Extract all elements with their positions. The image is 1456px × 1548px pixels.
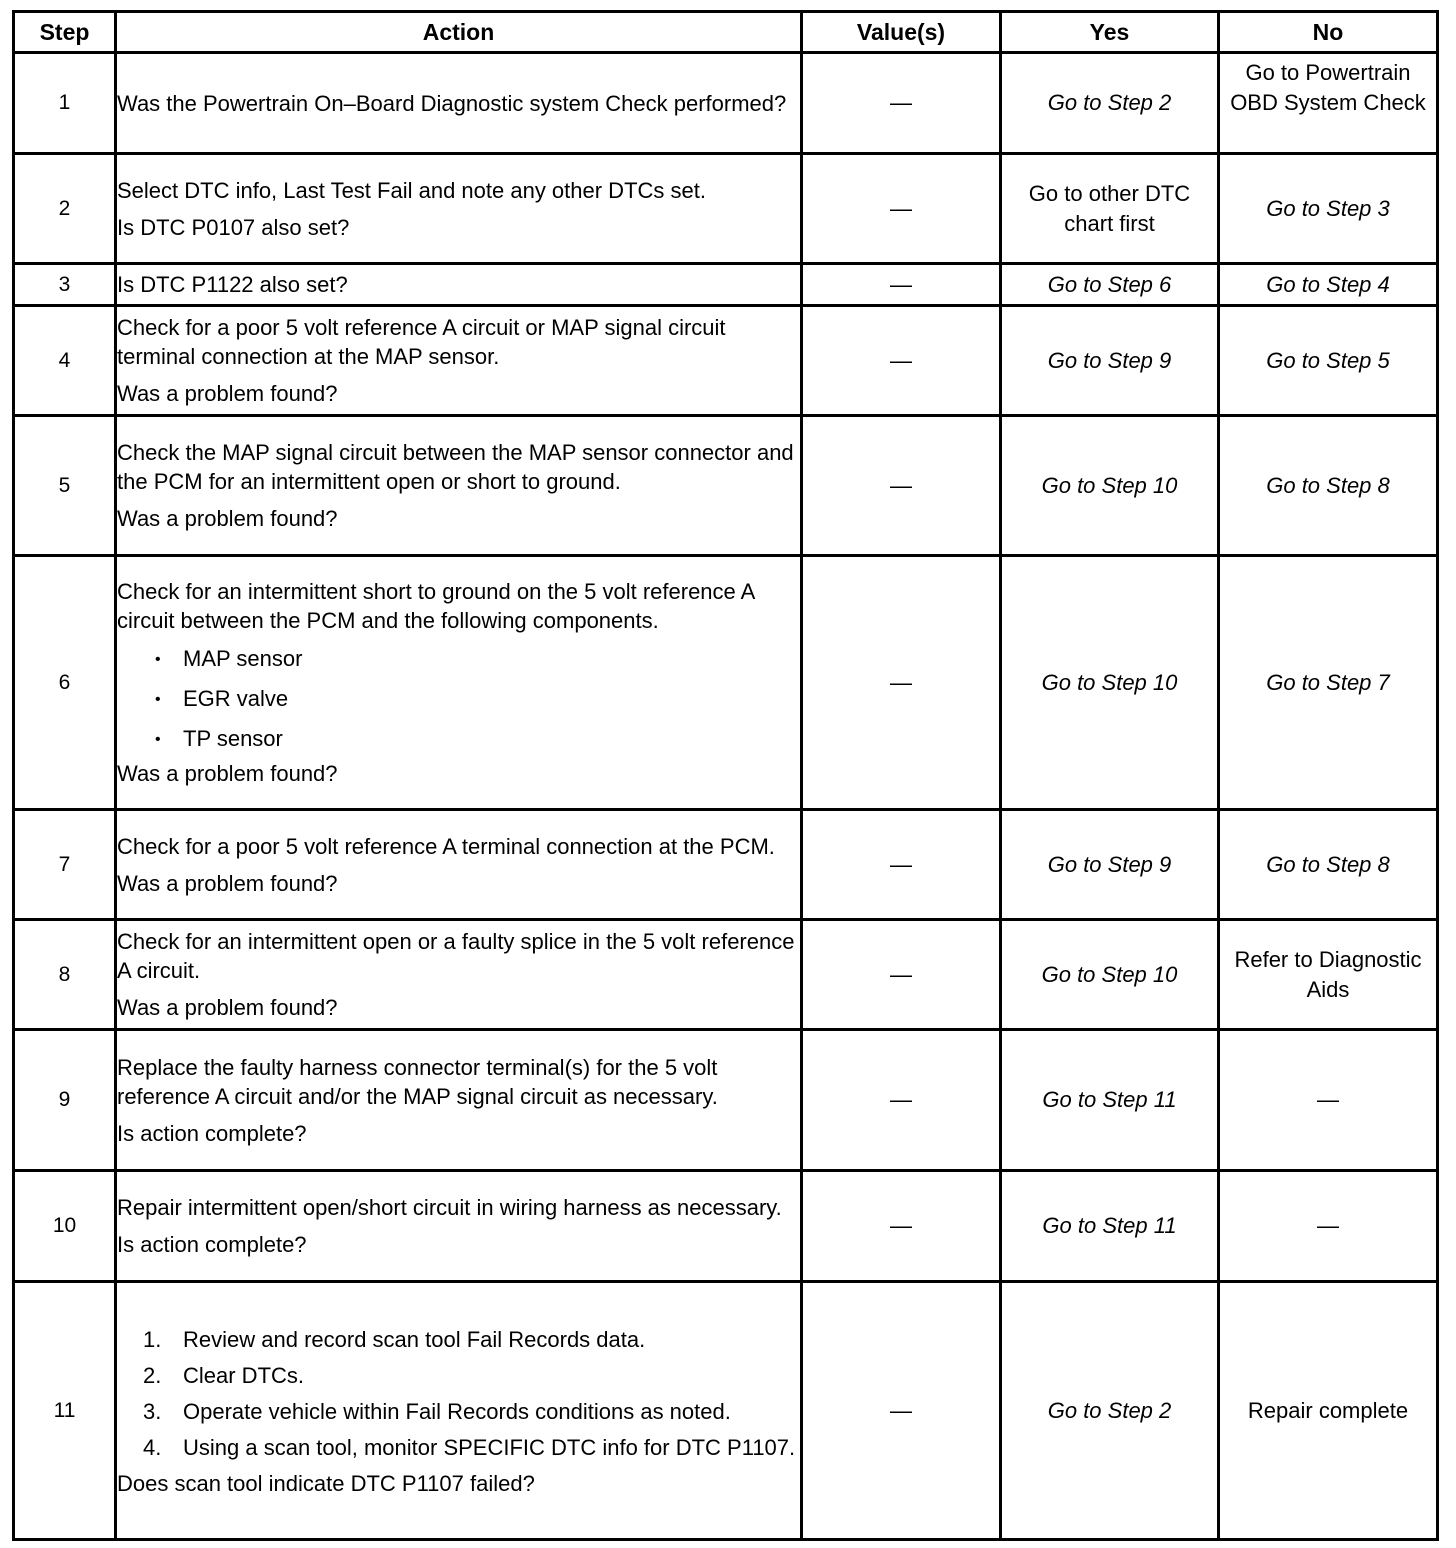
action-cell [116, 53, 802, 154]
diagnostic-page [12, 10, 1436, 1541]
action-question: Was a problem found? [117, 870, 338, 896]
yes-cell: Go to Step 11 [1001, 1030, 1219, 1171]
action-question: Is action complete? [117, 1120, 307, 1146]
action-cell [116, 154, 802, 264]
value-cell: — [802, 264, 1001, 306]
value-cell: — [802, 920, 1001, 1030]
value-cell: — [802, 1030, 1001, 1171]
header-step: Step [14, 12, 116, 53]
step-number: 4 [14, 306, 116, 416]
value-cell: — [802, 154, 1001, 264]
list-item [143, 1361, 800, 1390]
table-row [14, 1171, 1438, 1282]
no-cell: Go to Step 5 [1219, 306, 1438, 416]
action-cell [116, 556, 802, 810]
action-question: Was a problem found? [117, 506, 338, 531]
table-row [14, 154, 1438, 264]
table-row [14, 306, 1438, 416]
header-yes: Yes [1001, 12, 1219, 53]
value-cell: — [802, 810, 1001, 920]
item-number: 1. [143, 1327, 162, 1352]
action-question: Was a problem found? [117, 995, 338, 1020]
table-row [14, 53, 1438, 154]
action-cell [116, 416, 802, 556]
table-row [14, 264, 1438, 306]
item-text: Clear DTCs. [183, 1363, 305, 1388]
step-number: 7 [14, 810, 116, 920]
yes-cell: Go to Step 9 [1001, 810, 1219, 920]
no-cell: Go to Step 8 [1219, 416, 1438, 556]
header-values: Value(s) [802, 12, 1001, 53]
no-cell: Refer to Diagnostic Aids [1219, 920, 1438, 1030]
value-cell: — [802, 1282, 1001, 1540]
table-row [14, 1030, 1438, 1171]
step-number: 3 [14, 264, 116, 306]
yes-cell: Go to other DTC chart first [1001, 154, 1219, 264]
step-number: 2 [14, 154, 116, 264]
step-number: 6 [14, 556, 116, 810]
yes-cell: Go to Step 10 [1001, 556, 1219, 810]
value-cell: — [802, 306, 1001, 416]
action-text: Check for a poor 5 volt reference A circuit or MAP signal circuit terminal connection at the MAP sensor. [117, 315, 726, 369]
list-item: • TP sensor [155, 719, 800, 759]
component-list [117, 639, 800, 759]
header-row [14, 12, 1438, 53]
value-cell: — [802, 1171, 1001, 1282]
step-number: 1 [14, 53, 116, 154]
header-action: Action [116, 12, 802, 53]
action-question: Does scan tool indicate DTC P1107 failed? [117, 1471, 535, 1496]
list-item [143, 1325, 800, 1354]
list-item: • MAP sensor [155, 639, 800, 679]
action-cell [116, 306, 802, 416]
action-cell [116, 264, 802, 306]
action-cell [116, 1171, 802, 1282]
step-number: 5 [14, 416, 116, 556]
step-number: 10 [14, 1171, 116, 1282]
table-row [14, 416, 1438, 556]
action-text: Repair intermittent open/short circuit in wiring harness as necessary. [117, 1195, 782, 1220]
yes-cell: Go to Step 2 [1001, 53, 1219, 154]
action-question: Is action complete? [117, 1232, 307, 1257]
item-number: 4. [143, 1435, 162, 1460]
procedure-list [117, 1325, 800, 1462]
no-cell: Go to Step 8 [1219, 810, 1438, 920]
no-cell: Go to Powertrain OBD System Check [1219, 53, 1438, 154]
no-cell: — [1219, 1030, 1438, 1171]
action-question: Is DTC P0107 also set? [117, 214, 350, 240]
list-item [143, 1397, 800, 1426]
step-number: 11 [14, 1282, 116, 1540]
no-cell: — [1219, 1171, 1438, 1282]
item-text: Operate vehicle within Fail Records conditions as noted. [183, 1399, 731, 1424]
value-cell: — [802, 416, 1001, 556]
action-cell [116, 810, 802, 920]
table-row [14, 810, 1438, 920]
no-cell: Go to Step 3 [1219, 154, 1438, 264]
action-text: Check for a poor 5 volt reference A terminal connection at the PCM. [117, 833, 775, 859]
action-text: Was the Powertrain On–Board Diagnostic system Check performed? [117, 90, 787, 116]
list-item [143, 1433, 800, 1462]
action-question: Was a problem found? [117, 381, 338, 406]
step-number: 8 [14, 920, 116, 1030]
action-question: Was a problem found? [117, 761, 338, 786]
yes-cell: Go to Step 10 [1001, 416, 1219, 556]
action-cell [116, 920, 802, 1030]
item-text: Review and record scan tool Fail Records data. [183, 1327, 646, 1352]
yes-cell: Go to Step 9 [1001, 306, 1219, 416]
no-cell: Go to Step 7 [1219, 556, 1438, 810]
action-text: Check for an intermittent open or a faulty splice in the 5 volt reference A circuit. [117, 929, 795, 983]
action-cell [116, 1282, 802, 1540]
value-cell: — [802, 53, 1001, 154]
no-cell: Repair complete [1219, 1282, 1438, 1540]
value-cell: — [802, 556, 1001, 810]
item-text: Using a scan tool, monitor SPECIFIC DTC info for DTC P1107. [183, 1435, 796, 1460]
table-row [14, 556, 1438, 810]
table-row [14, 1282, 1438, 1540]
action-text: Check the MAP signal circuit between the MAP sensor connector and the PCM for an intermittent open or short to ground. [117, 440, 794, 494]
action-text: Check for an intermittent short to ground on the 5 volt reference A circuit between the PCM and the following components. [117, 579, 755, 633]
action-text: Select DTC info, Last Test Fail and note any other DTCs set. [117, 177, 706, 203]
no-cell: Go to Step 4 [1219, 264, 1438, 306]
yes-cell: Go to Step 2 [1001, 1282, 1219, 1540]
action-text: Replace the faulty harness connector terminal(s) for the 5 volt reference A circuit and/or the MAP signal circuit as necessary. [117, 1054, 718, 1109]
yes-cell: Go to Step 11 [1001, 1171, 1219, 1282]
list-item: • EGR valve [155, 679, 800, 719]
diagnostic-table [12, 10, 1439, 1541]
step-number: 9 [14, 1030, 116, 1171]
table-row [14, 920, 1438, 1030]
action-question: Is DTC P1122 also set? [117, 272, 348, 297]
item-number: 3. [143, 1399, 162, 1424]
yes-cell: Go to Step 10 [1001, 920, 1219, 1030]
action-cell [116, 1030, 802, 1171]
header-no: No [1219, 12, 1438, 53]
item-number: 2. [143, 1363, 162, 1388]
yes-cell: Go to Step 6 [1001, 264, 1219, 306]
